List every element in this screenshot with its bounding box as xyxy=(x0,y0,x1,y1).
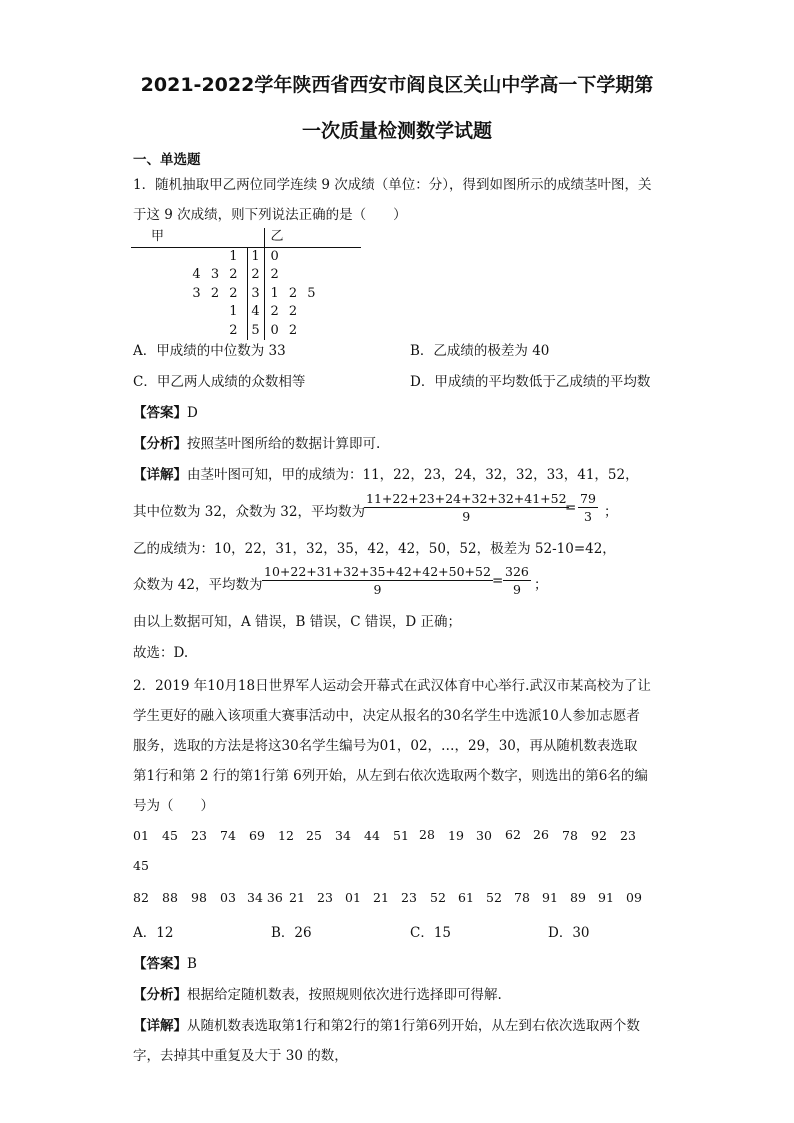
analysis-text: 根据给定随机数表，按照规则依次进行选择即可得解. xyxy=(187,987,502,1003)
plot-row: 1 4 2 2 xyxy=(131,303,361,322)
fraction-mean-yi: $\frac{10+22+31+32+35+42+42+50+52}{9}$ xyxy=(264,564,491,597)
q2-answer xyxy=(133,952,197,972)
detail-tag: 【详解】 xyxy=(133,467,187,483)
q2-stem-line5: 号为（ ） xyxy=(133,798,214,814)
plot-row: 2 5 0 2 xyxy=(131,322,361,341)
q1-option-d: D．甲成绩的平均数低于乙成绩的平均数 xyxy=(410,374,651,390)
q1-stem-line1: 1．随机抽取甲乙两位同学连续 9 次成绩（单位：分），得到如图所示的成绩茎叶图，关 xyxy=(133,177,652,193)
stem-leaf-plot xyxy=(131,228,361,340)
q2-stem-line2: 学生更好的融入该项重大赛事活动中，决定从报名的30名学生中选派10人参加志愿者 xyxy=(133,708,640,724)
detail-tag: 【详解】 xyxy=(133,1018,187,1034)
q1-analysis xyxy=(133,432,380,452)
plot-row: 1 1 0 xyxy=(131,247,361,266)
q1-option-b: B．乙成绩的极差为 40 xyxy=(410,343,550,359)
q1-answer xyxy=(133,401,198,421)
answer-value: B xyxy=(187,956,197,972)
q2-analysis xyxy=(133,983,502,1003)
fraction-mean-yi-result: $\frac{326}{9}$ xyxy=(505,564,529,597)
analysis-tag: 【分析】 xyxy=(133,436,187,452)
q2-option-d: D．30 xyxy=(548,925,590,941)
plot-row: 3 2 2 3 1 2 5 xyxy=(131,285,361,304)
equals-sign: = xyxy=(492,573,504,589)
fraction-mean-jia: $\frac{11+22+23+24+32+32+41+52}{9}$ xyxy=(366,491,567,524)
answer-tag: 【答案】 xyxy=(133,405,187,421)
q1-stem-line2: 于这 9 次成绩，则下列说法正确的是（ ） xyxy=(133,207,407,223)
q2-stem-line4: 第1行和第 2 行的第1行第 6列开始，从左到右依次选取两个数字，则选出的第6名的编 xyxy=(133,768,648,784)
q1-detail-line3: 乙的成绩为：10，22，31，32，35，42，42，50，52，极差为 52-10=42， xyxy=(133,541,616,557)
page-title: 2021-2022学年陕西省西安市阎良区关山中学高一下学期第 xyxy=(140,74,654,96)
equals-sign: = xyxy=(565,500,577,516)
q1-detail-line6: 故选：D. xyxy=(133,645,189,661)
q2-option-b: B．26 xyxy=(271,925,312,941)
semicolon: ； xyxy=(534,577,548,593)
q1-detail-line1: 【详解】由茎叶图可知，甲的成绩为：11，22，23，24，32，32，33，41，52， xyxy=(133,467,639,483)
q2-option-c: C．15 xyxy=(410,925,452,941)
q2-option-a: A．12 xyxy=(133,925,174,941)
q1-detail-line2: 其中位数为 32，众数为 32，平均数为 xyxy=(133,504,365,520)
analysis-text: 按照茎叶图所给的数据计算即可. xyxy=(187,436,381,452)
q2-stem-line3: 服务，选取的方法是将这30名学生编号为01，02，…，29，30，再从随机数表选取 xyxy=(133,738,638,754)
q1-option-c: C．甲乙两人成绩的众数相等 xyxy=(133,374,306,390)
q1-option-a: A．甲成绩的中位数为 33 xyxy=(133,343,286,359)
plot-right-header: 乙 xyxy=(264,228,361,247)
plot-row: 4 3 2 2 2 xyxy=(131,266,361,285)
answer-value: D xyxy=(187,405,198,421)
analysis-tag: 【分析】 xyxy=(133,987,187,1003)
section-heading: 一、单选题 xyxy=(133,152,201,168)
q1-detail-line4: 众数为 42，平均数为 xyxy=(133,577,263,593)
q2-detail-line1: 【详解】从随机数表选取第1行和第2行的第1行第6列开始，从左到右依次选取两个数 xyxy=(133,1018,640,1034)
page-title-line2: 一次质量检测数学试题 xyxy=(301,120,492,142)
answer-tag: 【答案】 xyxy=(133,956,187,972)
q1-detail-line5: 由以上数据可知，A 错误，B 错误，C 错误，D 正确； xyxy=(133,614,461,630)
q2-detail-line2: 字，去掉其中重复及大于 30 的数， xyxy=(133,1048,348,1064)
plot-left-header: 甲 xyxy=(131,228,247,247)
fraction-mean-jia-result: $\frac{79}{3}$ xyxy=(580,491,596,524)
q2-stem-line1: 2．2019 年10月18日世界军人运动会开幕式在武汉体育中心举行.武汉市某高校为了让 xyxy=(133,678,651,694)
semicolon: ； xyxy=(604,504,618,520)
